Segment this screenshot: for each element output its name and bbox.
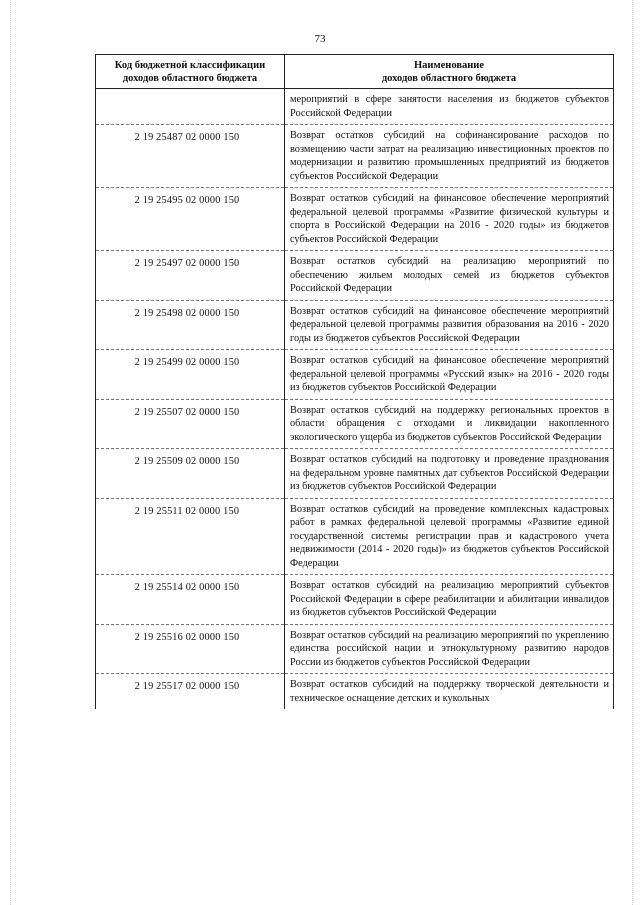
- row-code: 2 19 25507 02 0000 150: [96, 399, 285, 449]
- row-name: Возврат остатков субсидий на реализацию мероприятий по укреплению единства российской нации и этнокультурному развитию народов России из бюджетов субъектов Российской Федерации: [285, 624, 614, 674]
- left-scan-edge: [10, 0, 12, 905]
- row-code: 2 19 25514 02 0000 150: [96, 575, 285, 625]
- row-code: 2 19 25495 02 0000 150: [96, 188, 285, 251]
- row-name: Возврат остатков субсидий на проведение комплексных кадастровых работ в рамках федеральной целевой программы «Развитие единой государственной системы регистрации прав и кадастрового учета недвижимости (2014 - 2020 годы)» из бюджетов субъектов Российской Федерации: [285, 498, 614, 575]
- row-name: Возврат остатков субсидий на финансовое обеспечение мероприятий федеральной целевой программы развития образования на 2016 - 2020 годы из бюджетов субъектов Российской Федерации: [285, 300, 614, 350]
- row-code: 2 19 25511 02 0000 150: [96, 498, 285, 575]
- table-row: [96, 399, 614, 449]
- row-name: Возврат остатков субсидий на финансовое обеспечение мероприятий федеральной целевой программы «Развитие физической культуры и спорта в Российской Федерации на 2016 - 2020 годы» из бюджетов субъектов Российской Федерации: [285, 188, 614, 251]
- row-code: 2 19 25509 02 0000 150: [96, 449, 285, 499]
- table-row: [96, 188, 614, 251]
- row-code: 2 19 25497 02 0000 150: [96, 251, 285, 301]
- table-header-row: [96, 55, 614, 89]
- row-name: Возврат остатков субсидий на подготовку и проведение празднования на федеральном уровне памятных дат субъектов Российской Федерации из бюджетов субъектов Российской Федерации: [285, 449, 614, 499]
- row-code: 2 19 25487 02 0000 150: [96, 125, 285, 188]
- row-code: 2 19 25516 02 0000 150: [96, 624, 285, 674]
- table-row: [96, 449, 614, 499]
- continuation-code-cell: [96, 89, 285, 125]
- table-row: [96, 300, 614, 350]
- name-column-header-line2: доходов областного бюджета: [381, 73, 517, 84]
- continuation-row: [96, 89, 614, 125]
- code-column-header: Код бюджетной классификации доходов областного бюджета: [96, 55, 285, 89]
- row-code: 2 19 25498 02 0000 150: [96, 300, 285, 350]
- table-row: [96, 624, 614, 674]
- budget-classification-table: [95, 54, 614, 709]
- table-row: [96, 350, 614, 400]
- row-name: Возврат остатков субсидий на финансовое обеспечение мероприятий федеральной целевой программы «Русский язык» на 2016 - 2020 годы из бюджетов субъектов Российской Федерации: [285, 350, 614, 400]
- row-name: Возврат остатков субсидий на софинансирование расходов по возмещению части затрат на реализацию инвестиционных проектов по модернизации и развитию промышленных предприятий из бюджетов субъектов Российской Федерации: [285, 125, 614, 188]
- page-number: 73: [314, 33, 326, 45]
- table-row: [96, 251, 614, 301]
- row-name: Возврат остатков субсидий на реализацию мероприятий по обеспечению жильем молодых семей из бюджетов субъектов Российской Федерации: [285, 251, 614, 301]
- name-column-header-line1: Наименование: [414, 60, 484, 71]
- row-name: Возврат остатков субсидий на поддержку творческой деятельности и техническое оснащение детских и кукольных: [285, 674, 614, 710]
- row-name: Возврат остатков субсидий на поддержку региональных проектов в области обращения с отходами и ликвидации накопленного экологического ущерба из бюджетов субъектов Российской Федерации: [285, 399, 614, 449]
- row-code: 2 19 25499 02 0000 150: [96, 350, 285, 400]
- row-code: 2 19 25517 02 0000 150: [96, 674, 285, 710]
- table-row: [96, 674, 614, 710]
- continuation-name-cell: мероприятий в сфере занятости населения из бюджетов субъектов Российской Федерации: [285, 89, 614, 125]
- name-column-header: [285, 55, 614, 89]
- right-scan-edge: [632, 0, 634, 905]
- table-row: [96, 498, 614, 575]
- row-name: Возврат остатков субсидий на реализацию мероприятий субъектов Российской Федерации в сфере реабилитации и абилитации инвалидов из бюджетов субъектов Российской Федерации: [285, 575, 614, 625]
- table-row: [96, 125, 614, 188]
- table-row: [96, 575, 614, 625]
